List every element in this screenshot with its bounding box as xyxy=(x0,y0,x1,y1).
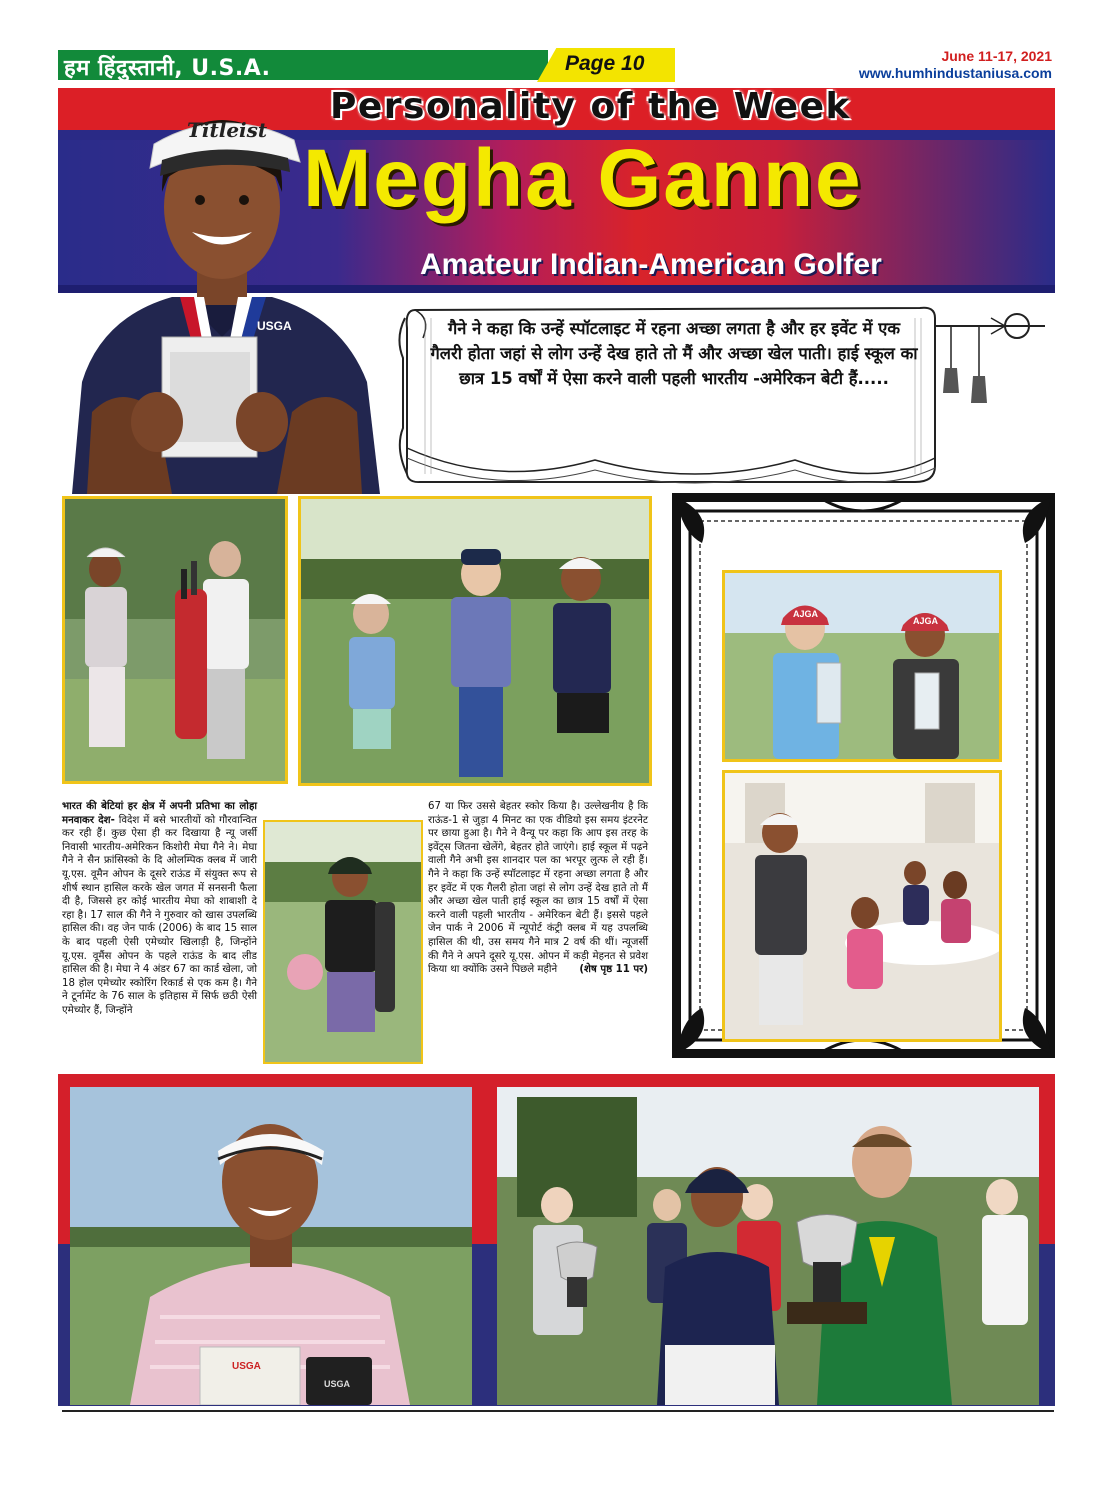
hero-photo xyxy=(62,82,382,494)
trophies-image xyxy=(725,573,999,759)
bottom-left-image xyxy=(70,1087,472,1405)
personality-subtitle: Amateur Indian-American Golfer xyxy=(420,248,882,281)
pull-quote: गैने ने कहा कि उन्हें स्पॉटलाइट में रहना अच्छा लगता है और हर इवेंट में एक गैलरी होता जहां से लोग उन्हें देख हाते तो मैं और अच्छा खेल पाती। हाई स्कूल का छात्र 15 वर्षों में ऐसा करने वाली पहली भारतीय -अमेरिकन बेटी हैं..... xyxy=(430,319,918,388)
shirt-logo-text: USGA xyxy=(257,319,292,333)
personality-name: Megha Ganne xyxy=(303,133,863,224)
photo-trophies xyxy=(722,570,1002,762)
photo-caddie-walk xyxy=(62,496,288,784)
hero-golfer-illustration xyxy=(62,82,382,494)
article-col2-body: 67 या फिर उससे बेहतर स्कोर किया है। उल्लेखनीय है कि राऊंड-1 से जुड़ा 4 मिनट का एक वीडियो इस समय इंटरनेट पर छाया हुआ है। गैने ने वैन्यू पर कहा कि आप इस तरह के इवेंट्स जितना खेलेंगे, बेहतर होते जाएंगे। हाई स्कूल में पढ़ने वाली गैने अभी इस शानदार पल का भरपूर लुत्फ ले रही हैं। गैने ने कहा कि उन्हें स्पॉटलाइट में रहना अच्छा लगता है और हर इवेंट में एक गैलरी होता जहां से लोग उन्हें देख हाते तो मैं और अच्छा खेल पाती हाई स्कूल का छात्र 15 वर्षों में ऐसा करने वाली पहली भारतीय - अमेरिकन बेटी हैं। इससे पहले जेन पार्क ने 2006 में न्यूपोर्ट कंट्री क्लब में यह उपलब्धि हासिल की थी, उस समय गैने मात्र 2 वर्ष की थीं। न्यूजर्सी की गैने ने अपने दूसरे यू.एस. ओपन में कड़ी मेहनत से प्रवेश किया था क्योंकि उसने पिछले महीने xyxy=(428,801,648,976)
article-column-1 xyxy=(62,800,257,1018)
photo-bottom-left xyxy=(70,1087,472,1405)
caddie-walk-image xyxy=(65,499,285,781)
cap-logo-text: AJGA xyxy=(793,609,819,619)
article-column-2 xyxy=(428,800,648,977)
masthead-title: हम हिंदुस्तानी, U.S.A. xyxy=(64,56,271,81)
photo-inline-portrait xyxy=(263,820,423,1064)
plaque-logo-text: USGA xyxy=(232,1361,261,1372)
inline-portrait-image xyxy=(265,822,421,1062)
trio-image xyxy=(301,499,649,783)
bottom-rule xyxy=(62,1410,1054,1412)
case-logo-text: USGA xyxy=(324,1379,351,1389)
bottom-right-image xyxy=(497,1087,1039,1405)
article-col1-body: विदेश में बसे भारतीयों को गौरवान्वित कर रही हैं। कुछ ऐसा ही कर दिखाया है न्यू जर्सी निवासी भारतीय-अमेरिकन किशोरी मेघा गैने ने। मेघा गैने ने सैन फ्रांसिस्को के दि ओलम्पिक क्लब में जारी यू.एस. वूमैन ओपन के दूसरे राऊंड में संयुक्त रूप से शीर्ष स्थान हासिल करके खेल जगत में सनसनी फैला दी है, जिससे हर कोई भारतीय मेघा को शाबाशी दे रहा है। 17 साल की गैने ने गुरुवार को खास उपलब्धि हासिल की। वह जेन पार्क (2006) के बाद 15 साल के बाद पहली ऐसी एमेच्योर खिलाड़ी है, जिन्होंने यू.एस. वूमैंस ओपन के पहले राऊंड के बाद लीड हासिल की है। मेघा ने 4 अंडर 67 का कार्ड खेला, जो 18 होल एमेच्योर स्कोरिंग रिकार्ड से एक कम है। गैने ने टूर्नामेंट के 76 साल के इतिहास में सिर्फ छठी ऐसी एमेच्योर हैं, जिन्होंने xyxy=(62,814,257,1016)
photo-bottom-right xyxy=(497,1087,1039,1405)
section-kicker: Personality of the Week xyxy=(330,86,851,127)
visor-logo-text: Titleist xyxy=(187,118,268,142)
photo-trio xyxy=(298,496,652,786)
website-url[interactable]: www.humhindustaniusa.com xyxy=(858,65,1052,81)
issue-date: June 11-17, 2021 xyxy=(941,48,1052,64)
article-lead: भारत की बेटियां हर क्षेत्र में अपनी प्रतिभा का लोहा मनवाकर देश- xyxy=(62,801,257,826)
page-label: Page 10 xyxy=(565,52,645,75)
photo-dinner xyxy=(722,770,1002,1042)
cap-logo-text-2: AJGA xyxy=(913,616,939,626)
dinner-image xyxy=(725,773,999,1039)
continued-note: (शेष पृष्ठ 11 पर) xyxy=(579,964,648,976)
